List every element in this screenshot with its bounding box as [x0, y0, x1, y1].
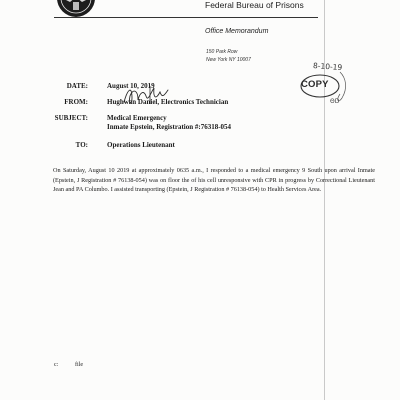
agency-name: Federal Bureau of Prisons [205, 0, 304, 10]
cc-label: c: [54, 362, 59, 368]
subject-label: SUBJECT: [54, 114, 88, 122]
handwritten-initials: ΘD [330, 98, 340, 105]
handwritten-signature-icon [120, 82, 180, 112]
date-label: DATE: [66, 82, 88, 90]
scan-margin-line [324, 0, 325, 400]
to-value: Operations Lieutenant [107, 141, 175, 149]
header-rule [54, 17, 318, 18]
from-label: FROM: [64, 98, 88, 106]
subject-line-2: Inmate Epstein, Registration #:76318-054 [107, 123, 232, 131]
from-value: Hughwan Daniel, Electronics Technician [107, 98, 229, 106]
subject-line-1: Medical Emergency [107, 114, 167, 122]
address-line-1: 150 Park Row [206, 49, 238, 55]
date-value: August 10, 2019 [107, 82, 155, 90]
cc-value: file [75, 362, 83, 368]
address-line-2: New York NY 10007 [206, 57, 251, 63]
copy-stamp-text: COPY [301, 79, 329, 90]
to-label: TO: [75, 141, 88, 149]
memo-title: Office Memorandum [205, 28, 269, 35]
handwritten-date: 8-10-19 [312, 60, 343, 73]
memo-body-paragraph: On Saturday, August 10 2019 at approximately 0635 a.m., I responded to a medical emergency 9 South upon arrival Inmate (Epstein, J Registration # 76138-054) was on floor the of his cell unresponsive with CPR in progress by Correctional Lieutenant Jean and PA Columbo. I assisted transporting (Epstein, J Registration # 76138-054) to Health Services Area. [53, 167, 375, 194]
